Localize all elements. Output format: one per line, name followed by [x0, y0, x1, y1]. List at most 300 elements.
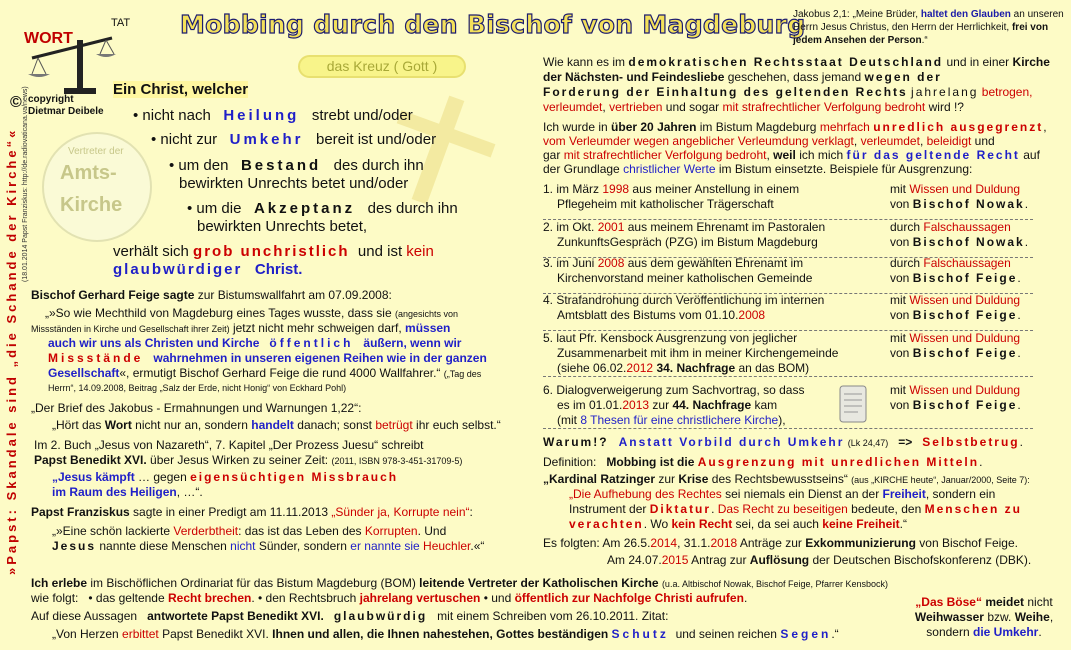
- bt-b3c: glaubwürdig: [333, 609, 428, 623]
- list-item-3: [543, 256, 1033, 294]
- li3-l1b: 2008: [597, 256, 625, 270]
- feige-p4-a: Missstände: [48, 351, 144, 365]
- def-b: Mobbing ist die: [606, 455, 695, 469]
- rp3-1: jahrelang: [911, 85, 979, 99]
- fo-i: 2015: [661, 553, 689, 567]
- rq3-6: auf: [1023, 148, 1040, 162]
- li4-r2b: Bischof Feige: [912, 308, 1018, 322]
- bt-b2f: • und: [483, 591, 512, 605]
- rq4-2: im Bistum einsetzte. Beispiele für Ausgrenzung:: [718, 162, 973, 176]
- fr-l1c: „Sünder ja, Korrupte nein“: [331, 505, 470, 519]
- li3-r1b: Falschaussagen: [923, 256, 1011, 270]
- jb-q6: betrügt: [375, 418, 413, 432]
- li1-l1c: aus meiner Anstellung in einem: [632, 182, 800, 196]
- list-item-6-left: [543, 383, 873, 428]
- right-p3: [543, 85, 1032, 100]
- benedikt-buch-q1: [52, 470, 398, 485]
- list-item-3-right: [890, 256, 1040, 286]
- intro-l3a: • um den: [169, 157, 229, 174]
- ratzinger-q1: [569, 487, 995, 502]
- feige-heading: [31, 288, 392, 303]
- intro-l1b: Heilung: [223, 107, 300, 124]
- intro-l3c: des durch ihn: [333, 157, 424, 174]
- copyright-symbol: ©: [10, 94, 22, 111]
- li2-l1b: 2001: [597, 220, 625, 234]
- intro-l1a: • nicht nach: [133, 107, 211, 124]
- franziskus-q1: [52, 524, 446, 539]
- list-item-4-right: [890, 293, 1040, 323]
- bb-l2a: Papst Benedikt XVI.: [34, 453, 147, 467]
- list-item-6-right: [890, 383, 1040, 413]
- list-item-2: [543, 220, 1033, 258]
- fo-h: Am 24.07.: [607, 553, 662, 567]
- feige-p5-b: «, ermutigt Bischof Gerhard Feige die rund 4000 Wallfahrer.“: [119, 366, 441, 380]
- ratzinger-heading: [543, 472, 1030, 488]
- list-item-1-left: [543, 182, 873, 212]
- fo-g: von Bischof Feige.: [919, 536, 1018, 550]
- intro-l4b: Akzeptanz: [253, 200, 356, 217]
- franziskus-q2: [52, 539, 484, 554]
- li5-r2b: Bischof Feige: [912, 346, 1018, 360]
- bt-b4c: Papst Benedikt XVI.: [162, 627, 269, 641]
- li5-l2a: Zusammenarbeit mit ihm in meiner Kirchengemeinde: [557, 346, 839, 360]
- warum-d: =>: [898, 435, 913, 449]
- rz-j: Instrument der: [569, 502, 647, 516]
- bt-b1d: (u.a. Altbischof Nowak, Bischof Feige, Pfarrer Kensbock): [661, 579, 889, 589]
- fr-q12: Heuchler: [423, 539, 471, 553]
- bt-b4f: und seinen reichen: [675, 627, 777, 641]
- feige-p1: [45, 306, 458, 322]
- fo-j: Antrag zur: [691, 553, 747, 567]
- li6-l3c: ),: [778, 413, 786, 427]
- intro-v5: kein: [406, 243, 434, 260]
- rz-p: verachten: [569, 517, 644, 531]
- bt-b4g: Segen: [780, 627, 832, 641]
- li4-l2a: Amtsblatt des Bistums vom 01.10.: [557, 308, 739, 322]
- rp1-0: Wie kann es im: [543, 55, 626, 69]
- jakobus-t2: haltet den Glauben: [920, 9, 1011, 20]
- right-p2: [543, 70, 942, 85]
- rz-e: (aus „KIRCHE heute“, Januar/2000, Seite 7):: [851, 475, 1030, 485]
- rz-o: Menschen zu: [924, 502, 1022, 516]
- li2-r2b: Bischof Nowak: [912, 235, 1025, 249]
- feige-p1-small: (angesichts von: [394, 309, 459, 319]
- fr-q4: Korrupten: [364, 524, 418, 538]
- li1-r2c: .: [1024, 197, 1029, 211]
- rz-r: kein Recht: [671, 517, 733, 531]
- feige-h1: Bischof Gerhard Feige sagte: [31, 288, 195, 302]
- bottom-line4: [52, 627, 839, 642]
- rp4-0: verleumdet: [543, 100, 603, 114]
- intro-line2: [151, 131, 436, 149]
- warum-a: Warum!?: [543, 435, 609, 449]
- boese-f: Weihe: [1014, 610, 1050, 624]
- feige-p3-b: öffentlich: [269, 336, 354, 350]
- li6-r2c: .: [1017, 398, 1021, 412]
- boese-c: nicht: [1027, 595, 1053, 609]
- li5-l3d: an das BOM): [738, 361, 810, 375]
- li5-r1b: Wissen und Duldung: [909, 331, 1021, 345]
- intro-v6: glaubwürdiger: [113, 261, 243, 278]
- rq3-0: gar: [543, 148, 561, 162]
- li1-r1a: mit: [890, 182, 906, 196]
- fo-f: Exkommunizierung: [805, 536, 916, 550]
- feige-p1-text: „»So wie Mechthild von Magdeburg eines Tages wusste, dass sie: [45, 306, 392, 320]
- list-item-4-left: [543, 293, 873, 323]
- list-item-1-right: [890, 182, 1040, 212]
- feige-p4: [48, 351, 487, 366]
- fr-q7: nannte diese Menschen: [99, 539, 227, 553]
- rq2-2: ,: [853, 134, 858, 148]
- rq3-1: mit strafrechtlicher Verfolgung bedroht: [563, 148, 767, 162]
- intro-heading: Ein Christ, welcher: [113, 81, 249, 98]
- li4-l1a: 4. Strafandrohung durch Veröffentlichung im internen: [543, 293, 825, 307]
- li3-l1a: 3. im Juni: [543, 256, 595, 270]
- rq3-5: für das geltende Recht: [846, 148, 1020, 162]
- li3-r2c: .: [1017, 271, 1021, 285]
- boese-a: „Das Böse“: [915, 595, 982, 609]
- fr-q5: . Und: [417, 524, 447, 538]
- li3-r2b: Bischof Feige: [912, 271, 1018, 285]
- list-item-2-right: [890, 220, 1040, 250]
- rq1-3: mehrfach: [819, 120, 870, 134]
- rz-f: „Die Aufhebung des Rechtes: [569, 487, 722, 501]
- feige-p3-c: äußern: [363, 336, 404, 350]
- rz-t: keine Freiheit: [822, 517, 900, 531]
- intro-v1: verhält sich: [113, 243, 189, 260]
- rz-d: des Rechtsbewusstseins“: [711, 472, 848, 486]
- li4-r2c: .: [1017, 308, 1021, 322]
- rq1-1: über 20 Jahren: [611, 120, 697, 134]
- fr-q6: Jesus: [52, 539, 97, 553]
- rz-l: .: [711, 502, 715, 516]
- folgten-line2: [607, 553, 1031, 568]
- intro-l2b: Umkehr: [229, 131, 304, 148]
- rz-u: .“: [899, 517, 907, 531]
- rq1-2: im Bistum Magdeburg: [699, 120, 817, 134]
- rq1-0: Ich wurde in: [543, 120, 608, 134]
- fr-l1a: Papst Franziskus: [31, 505, 130, 519]
- boese-g: ,: [1049, 610, 1054, 624]
- boese-e: bzw.: [987, 610, 1012, 624]
- rp1-3: Kirche: [1012, 55, 1050, 69]
- feige-p6: Herrn“, 14.09.2008, Beitrag „Salz der Erde, nicht Honig“ von Eckhard Pohl): [48, 383, 347, 393]
- fr-q13: .«“: [470, 539, 485, 553]
- benedikt-buch-l2: [34, 453, 462, 469]
- watermark-line3: Kirche: [60, 194, 123, 216]
- fo-e: Anträge zur: [739, 536, 802, 550]
- jb-q3: nicht nur an, sondern: [135, 418, 248, 432]
- list-item-4: [543, 293, 1033, 331]
- rq4-0: der Grundlage: [543, 162, 620, 176]
- boese-b: meidet: [985, 595, 1025, 609]
- watermark-line2: Amts-: [60, 162, 117, 184]
- bt-b2a: wie folgt:: [31, 591, 79, 605]
- feige-p2-red: müssen: [405, 321, 451, 335]
- intro-line4: [187, 200, 458, 218]
- li5-r1a: mit: [890, 331, 906, 345]
- right-q3: [543, 148, 1040, 163]
- li1-r2b: Bischof Nowak: [912, 197, 1025, 211]
- bt-b1c: leitende Vertreter der Katholischen Kirche: [419, 576, 659, 590]
- li6-l2e: kam: [754, 398, 778, 412]
- rz-g: sei niemals ein Dienst an der: [725, 487, 880, 501]
- li5-r2c: .: [1017, 346, 1021, 360]
- feige-p2: [31, 321, 450, 337]
- bb-l2b: über Jesus Wirken zu seiner Zeit:: [150, 453, 329, 467]
- copyright-label: copyright: [28, 94, 74, 105]
- rp2-1: geschehen, dass jemand: [727, 70, 862, 84]
- li3-r2a: von: [890, 271, 910, 285]
- li6-l2d: 44. Nachfrage: [672, 398, 752, 412]
- li6-l2c: zur: [652, 398, 670, 412]
- intro-v2: grob unchristlich: [193, 243, 350, 260]
- watermark-line1: Vertreter der: [68, 146, 124, 157]
- li5-r2a: von: [890, 346, 910, 360]
- li2-r1a: durch: [890, 220, 921, 234]
- intro-l4a: • um die: [187, 200, 242, 217]
- sidebar-vertical-small: (18.01.2014 Papst Franziskus: http://de.radiovaticana.va/news): [22, 86, 29, 282]
- bt-b1b: im Bischöflichen Ordinariat für das Bistum Magdeburg (BOM): [90, 576, 416, 590]
- document-scroll-icon: [836, 382, 870, 426]
- bt-b3d: mit einem Schreiben vom 26.10.2011. Zitat:: [437, 609, 669, 623]
- sidebar-vertical-text: »Papst: Skandale sind „die Schande der Kirche“«: [4, 127, 19, 575]
- bb-q5: , …“.: [176, 485, 203, 499]
- feige-p5: [48, 366, 481, 382]
- list-item-5: [543, 331, 1033, 377]
- bottom-line2: [31, 591, 747, 606]
- li2-l1a: 2. im Okt.: [543, 220, 595, 234]
- ratzinger-q2: [569, 502, 1022, 517]
- rp1-1: demokratischen Rechtsstaat Deutschland: [628, 55, 944, 69]
- definition-line: [543, 455, 982, 470]
- fo-b: 2014: [650, 536, 678, 550]
- rq2-1: verklagt: [811, 134, 854, 148]
- bb-q2: … gegen: [138, 470, 187, 484]
- jb-q7: ihr euch selbst.“: [416, 418, 501, 432]
- bb-l2c: (2011, ISBN 978-3-451-31709-5): [331, 456, 463, 466]
- fo-c: , 31.1.: [677, 536, 711, 550]
- rz-h: Freiheit: [882, 487, 926, 501]
- fo-k: Auflösung: [749, 553, 810, 567]
- li6-l3a: (mit: [557, 413, 577, 427]
- feige-p4-b: wahrnehmen in unseren eigenen Reihen wie in der ganzen: [153, 351, 487, 365]
- warum-line: [543, 435, 1023, 451]
- fo-a: Es folgten: Am 26.5.: [543, 536, 651, 550]
- li5-l1a: 5. laut Pfr. Kensbock Ausgrenzung von jeglicher: [543, 331, 798, 345]
- li3-l1c: aus dem gewählten Ehrenamt im: [627, 256, 804, 270]
- li4-l2b: 2008: [738, 308, 766, 322]
- right-q1: [543, 120, 1047, 135]
- li6-r2a: von: [890, 398, 910, 412]
- feige-p2-text: jetzt nicht mehr schweigen darf,: [232, 321, 402, 335]
- rz-a: „Kardinal Ratzinger: [543, 472, 656, 486]
- bt-b2c: Recht brechen: [167, 591, 252, 605]
- li6-r1a: mit: [890, 383, 906, 397]
- rp2-2: wegen der: [864, 70, 942, 84]
- rz-n: bedeute, den: [851, 502, 922, 516]
- feige-p3: [48, 336, 461, 351]
- list-item-5-right: [890, 331, 1040, 361]
- li4-r1b: Wissen und Duldung: [909, 293, 1021, 307]
- li6-l2b: 2013: [622, 398, 650, 412]
- rq2-5: beleidigt: [926, 134, 972, 148]
- kreuz-badge: das Kreuz ( Gott ): [298, 55, 466, 78]
- fr-q1: „»Eine schön lackierte: [52, 524, 171, 538]
- li2-l2a: ZunkunftsGespräch (PZG) im Bistum Magdeburg: [557, 235, 818, 249]
- jb-q4: handelt: [251, 418, 294, 432]
- li2-l1c: aus meinem Ehrenamt im Pastoralen: [627, 220, 826, 234]
- boese-i: die Umkehr: [973, 625, 1039, 639]
- bt-b4d: Ihnen und allen, die Ihnen nahestehen, Gottes beständigen: [272, 627, 609, 641]
- bottom-line1: [31, 576, 888, 592]
- rp3-0: Forderung der Einhaltung des geltenden Rechts: [543, 85, 908, 99]
- li1-l1b: 1998: [602, 182, 630, 196]
- li6-l3b[interactable]: 8 Thesen für eine christlichere Kirche: [580, 413, 779, 427]
- jakobus-t4: frei von jedem Ansehen der Person: [793, 22, 1049, 46]
- bt-b1a: Ich erlebe: [31, 576, 88, 590]
- rq2-3: verleumdet: [860, 134, 920, 148]
- jakobus-ref: Jakobus 2,1:: [793, 9, 850, 20]
- feige-p3-d: , wenn wir: [403, 336, 462, 350]
- rp4-3: und sogar: [665, 100, 720, 114]
- fr-q10: , sondern: [296, 539, 347, 553]
- li4-r1a: mit: [890, 293, 906, 307]
- intro-v7: Christ.: [254, 261, 303, 278]
- intro-l1c: strebt und/oder: [311, 107, 413, 124]
- bt-b4b: erbittet: [122, 627, 159, 641]
- feige-p3-text: auch wir uns als Christen und Kirche: [48, 336, 260, 350]
- rq2-6: und: [974, 134, 995, 148]
- feige-p5-c: („Tag des: [443, 369, 482, 379]
- rz-c: Krise: [678, 472, 709, 486]
- rq1-4: unredlich ausgegrenzt: [873, 120, 1044, 134]
- rz-i: , sondern ein: [925, 487, 996, 501]
- def-c: Ausgrenzung mit unredlichen Mitteln: [697, 455, 980, 469]
- li1-r1b: Wissen und Duldung: [909, 182, 1021, 196]
- copyright-author: Dietmar Deibele: [28, 106, 104, 117]
- list-item-6: [543, 383, 1033, 429]
- def-d: .: [979, 455, 983, 469]
- li5-l3a: (siehe 06.02.: [557, 361, 627, 375]
- jakobusbrief-quote: [52, 418, 501, 433]
- fo-l: der Deutschen Bischofskonferenz (DBK).: [812, 553, 1032, 567]
- rq3-4: ich mich: [799, 148, 844, 162]
- boese-h: sondern: [926, 625, 970, 639]
- rp2-0: der Nächsten- und Feindesliebe: [543, 70, 725, 84]
- rz-b: zur: [658, 472, 676, 486]
- rp3-2: betrogen,: [981, 85, 1033, 99]
- rq2-0: vom Verleumder wegen angeblicher Verleumdung: [543, 134, 809, 148]
- page-title: Mobbing durch den Bischof von Magdeburg: [180, 10, 806, 39]
- rz-m: Das Recht zu beseitigen: [717, 502, 848, 516]
- franziskus-heading: [31, 505, 473, 520]
- li3-r1a: durch: [890, 256, 921, 270]
- intro-line3: [169, 157, 424, 175]
- folgten-line1: [543, 536, 1018, 551]
- rq4-1: christlicher Werte: [623, 162, 716, 176]
- feige-h2: zur Bistumswallfahrt am 07.09.2008:: [197, 288, 392, 302]
- li5-l3c: 34. Nachfrage: [656, 361, 736, 375]
- bb-q3: eigensüchtigen Missbrauch: [190, 470, 399, 484]
- benedikt-buch-l1: Im 2. Buch „Jesus von Nazareth“, 7. Kapitel „Der Prozess Juesu“ schreibt: [34, 438, 424, 452]
- fr-q11: er nannte sie: [350, 539, 420, 553]
- li2-r1b: Falschaussagen: [923, 220, 1011, 234]
- warum-f: .: [1019, 435, 1023, 449]
- jb-q2: Wort: [104, 418, 132, 432]
- rp4-5: wird !?: [928, 100, 964, 114]
- intro-l3b: Bestand: [240, 157, 322, 174]
- li1-l2a: Pflegeheim mit katholischer Trägerschaft: [557, 197, 774, 211]
- list-item-2-left: [543, 220, 873, 250]
- rq2-4: ,: [919, 134, 924, 148]
- rp4-1: ,: [602, 100, 606, 114]
- fr-q9: Sünder: [258, 539, 297, 553]
- jakobus-quote: [793, 8, 1065, 47]
- bt-b2b: • das geltende: [88, 591, 165, 605]
- jakobusbrief-heading: „Der Brief des Jakobus - Ermahnungen und Warnungen 1,22“:: [31, 401, 362, 415]
- bt-b2e: jahrelang vertuschen: [359, 591, 481, 605]
- li6-l1a: 6. Dialogverweigerung zum Sachvortrag, so dass: [543, 383, 805, 397]
- fo-d: 2018: [710, 536, 738, 550]
- bt-b4h: .“: [831, 627, 839, 641]
- intro-verdict2: [113, 261, 302, 279]
- rq1-5: ,: [1043, 120, 1047, 134]
- li3-l2a: Kirchenvorstand meiner katholischen Gemeinde: [557, 271, 813, 285]
- right-p4: [543, 100, 964, 115]
- bt-b4a: „Von Herzen: [52, 627, 119, 641]
- def-a: Definition:: [543, 455, 597, 469]
- list-item-1: [543, 182, 1033, 220]
- intro-v4: ist: [387, 243, 403, 260]
- right-q4: [543, 162, 972, 177]
- rp4-2: vertrieben: [609, 100, 663, 114]
- boese-d: Weihwasser: [914, 610, 984, 624]
- fr-q3: : das ist das Leben des: [238, 524, 362, 538]
- bottom-line3: [31, 609, 668, 624]
- li6-r1b: Wissen und Duldung: [909, 383, 1021, 397]
- fr-l1b: sagte in einer Predigt am 11.11.2013: [133, 505, 329, 519]
- bt-b3a: Auf diese Aussagen: [31, 609, 138, 623]
- intro-l2c: bereit ist und/oder: [316, 131, 437, 148]
- jb-q1: „Hört das: [52, 418, 102, 432]
- li6-l2a: es im 01.01.: [557, 398, 623, 412]
- rz-s: sei, da sei auch: [735, 517, 819, 531]
- intro-line4b: bewirkten Unrechts betet,: [197, 218, 368, 235]
- logo-tat: TAT: [111, 17, 131, 29]
- jakobus-t3: an unseren Herrn Jesus Christus, den Herrn der Herrlichkeit,: [793, 9, 1064, 33]
- li6-r2b: Bischof Feige: [912, 398, 1018, 412]
- bt-b4e: Schutz: [611, 627, 669, 641]
- warum-b: Anstatt Vorbild durch Umkehr: [618, 435, 845, 449]
- intro-line3b: bewirkten Unrechts betet und/oder: [179, 175, 409, 192]
- intro-l2a: • nicht zur: [151, 131, 218, 148]
- li1-l1a: 1. im März: [543, 182, 600, 196]
- bt-b2d: . • den Rechtsbruch: [251, 591, 357, 605]
- warum-c: (Lk 24,47): [847, 438, 889, 448]
- li4-r2a: von: [890, 308, 910, 322]
- benedikt-buch-q2: [52, 485, 203, 500]
- bt-b2h: .: [743, 591, 748, 605]
- rz-k: Diktatur: [649, 502, 712, 516]
- right-q2: [543, 134, 995, 149]
- bt-b3b: antwortete Papst Benedikt XVI.: [147, 609, 324, 623]
- li5-l3b: 2012: [626, 361, 654, 375]
- feige-p2-small: Missständen in Kirche und Gesellschaft ihrer Zeit): [31, 324, 230, 334]
- fr-q2: Verderbtheit: [173, 524, 239, 538]
- bb-q4: im Raum des Heiligen: [52, 485, 177, 499]
- fr-l1d: :: [469, 505, 473, 519]
